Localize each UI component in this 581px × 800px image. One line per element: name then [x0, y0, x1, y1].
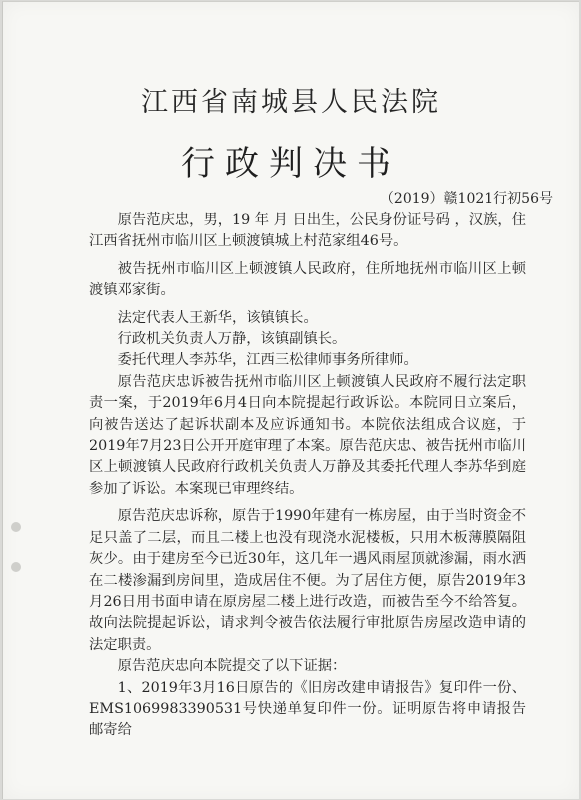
evidence-item-1: 1、2019年3月16日原告的《旧房改建申请报告》复印件一份、EMS1069983390531号快递单复印件一份。证明原告将申请报告邮寄给	[89, 679, 526, 739]
binding-hole-mark	[11, 522, 21, 532]
judgment-body	[89, 210, 526, 742]
document-page	[2, 1, 579, 799]
binding-hole-mark	[11, 562, 21, 572]
admin-officer-line: 行政机关负责人万静，该镇副镇长。	[117, 331, 347, 348]
procedure-paragraph: 原告范庆忠诉被告抚州市临川区上顿渡镇人民政府不履行法定职责一案，于2019年6月4日向本院提起行政诉讼。本院同日立案后，向被告送达了起诉状副本及应诉通知书。本院依法组成合议庭，于2019年7月23日公开开庭审理了本案。原告范庆忠、被告抚州市临川区上顿渡镇人民政府行政机关负责人万静及其委托代理人李苏华到庭参加了诉讼。本案现已审理终结。	[89, 373, 526, 497]
plaintiff-paragraph: 原告范庆忠，男，19 年 月 日出生，公民身份证号码 ，汉族，住江西省抚州市临川区上顿渡镇城上村范家组46号。	[89, 212, 526, 250]
case-number: （2019）赣1021行初56号	[379, 191, 553, 207]
defendant-paragraph: 被告抚州市临川区上顿渡镇人民政府，住所地抚州市临川区上顿渡镇邓家街。	[89, 260, 526, 299]
claim-paragraph: 原告范庆忠诉称，原告于1990年建有一栋房屋，由于当时资金不足只盖了二层，而且二楼上也没有现浇水泥楼板，只用木板薄膜隔阻灰少。由于建房至今已近30年，这几年一遇风雨屋顶就渗漏，雨水洒在二楼渗漏到房间里，造成居住不便。为了居住方便，原告2019年3月26日用书面申请在原房屋二楼上进行改造，而被告至今不给答复。故向法院提起诉讼，请求判令被告依法履行审批原告房屋改造申请的法定职责。	[89, 508, 526, 653]
legal-representative-line: 法定代表人王新华，该镇镇长。	[117, 309, 318, 326]
document-title: 行政判决书	[181, 144, 401, 184]
evidence-intro: 原告范庆忠向本院提交了以下证据：	[117, 658, 347, 675]
court-name: 江西省南城县人民法院	[141, 87, 441, 118]
agent-line: 委托代理人李苏华，江西三松律师事务所律师。	[117, 352, 418, 369]
